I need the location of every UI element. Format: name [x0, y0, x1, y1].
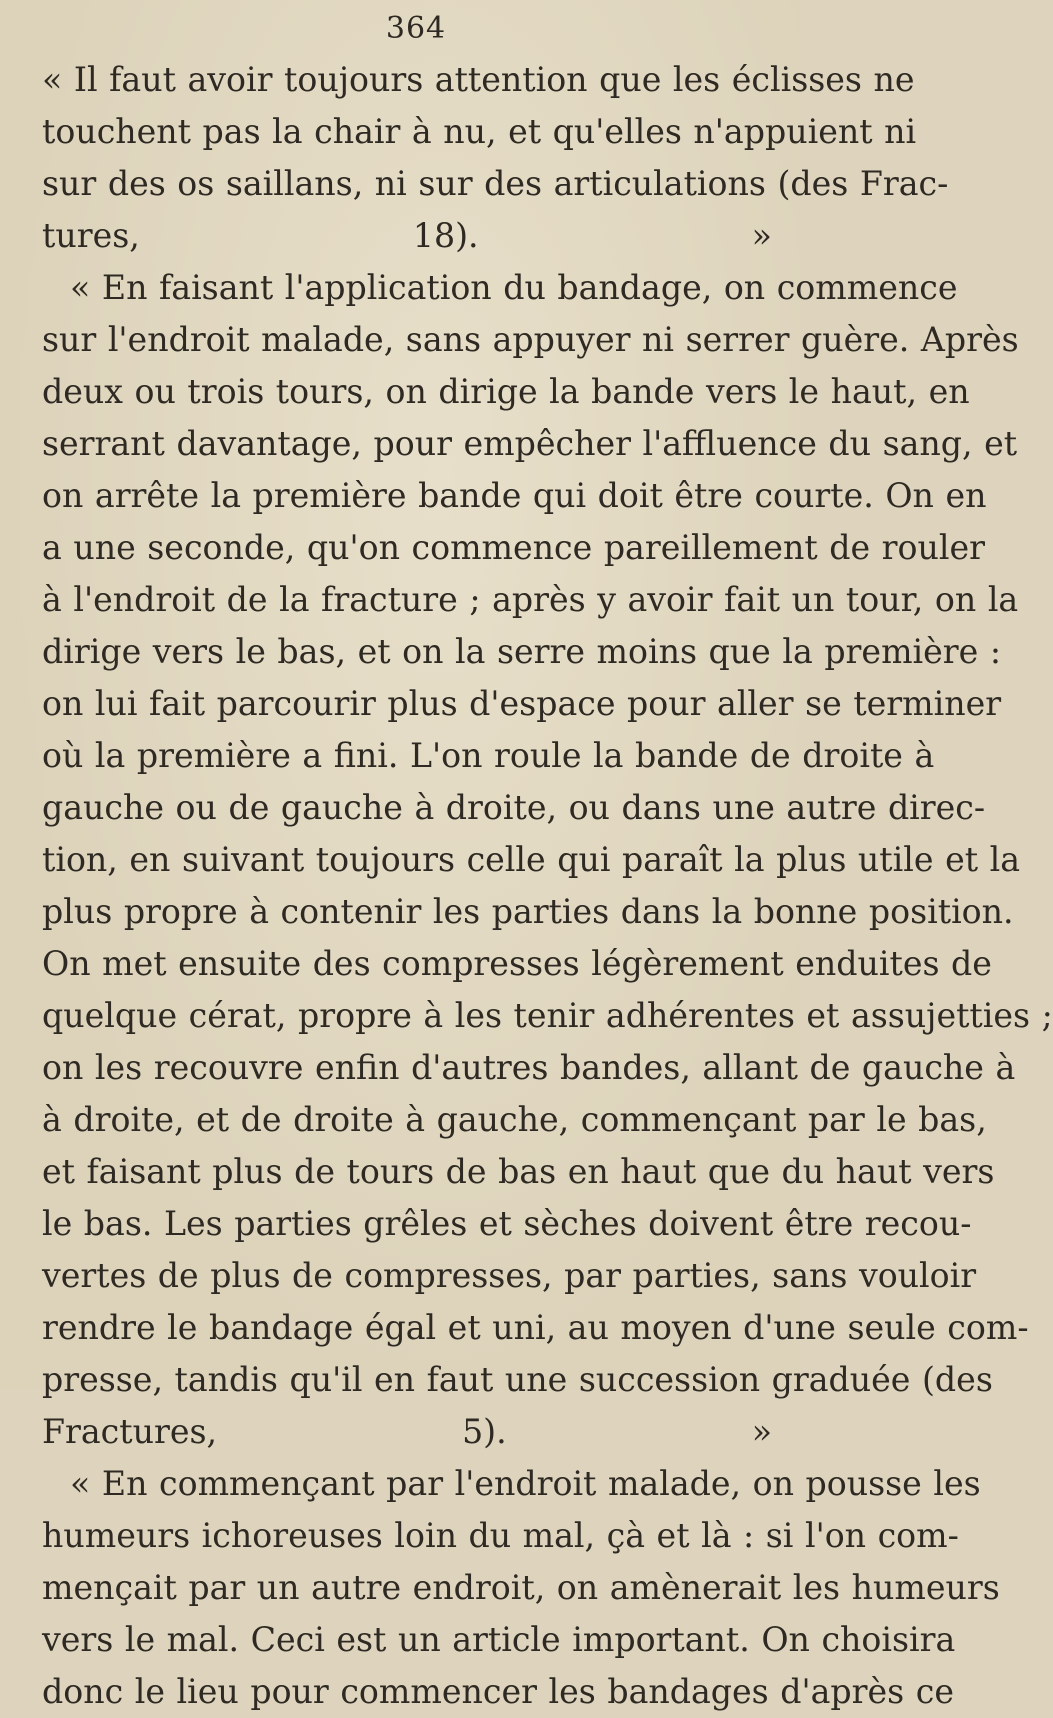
text-line: « Il faut avoir toujours attention que les éclisses ne	[42, 60, 915, 99]
text-line: et faisant plus de tours de bas en haut que du haut vers	[42, 1152, 995, 1191]
paragraph-2	[42, 262, 1053, 1458]
text-line: Fractures, 5). »	[42, 1412, 772, 1451]
text-line: dirige vers le bas, et on la serre moins que la première :	[42, 632, 1002, 671]
text-line: mençait par un autre endroit, on amènerait les humeurs	[42, 1568, 1000, 1607]
text-line: sur des os saillans, ni sur des articulations (des Frac-	[42, 164, 949, 203]
text-line: vers le mal. Ceci est un article important. On choisira	[42, 1620, 956, 1659]
text-line: humeurs ichoreuses loin du mal, çà et là : si l'on com-	[42, 1516, 959, 1555]
text-line: presse, tandis qu'il en faut une succession graduée (des	[42, 1360, 993, 1399]
text-line: deux ou trois tours, on dirige la bande vers le haut, en	[42, 372, 970, 411]
text-line: gauche ou de gauche à droite, ou dans une autre direc-	[42, 788, 986, 827]
text-line: sur l'endroit malade, sans appuyer ni serrer guère. Après	[42, 320, 1019, 359]
text-line: serrant davantage, pour empêcher l'affluence du sang, et	[42, 424, 1018, 463]
paragraph-3	[42, 1458, 1000, 1718]
text-line: touchent pas la chair à nu, et qu'elles n'appuient ni	[42, 112, 917, 151]
text-line: tion, en suivant toujours celle qui paraît la plus utile et la	[42, 840, 1020, 879]
text-line: tures, 18). »	[42, 216, 772, 255]
page-number: 364	[385, 11, 447, 46]
paragraph-1	[42, 54, 949, 262]
text-line: rendre le bandage égal et uni, au moyen d'une seule com-	[42, 1308, 1029, 1347]
text-line: à droite, et de droite à gauche, commençant par le bas,	[42, 1100, 987, 1139]
text-line: « En commençant par l'endroit malade, on pousse les	[70, 1464, 981, 1503]
text-line: où la première a fini. L'on roule la bande de droite à	[42, 736, 935, 775]
text-line: On met ensuite des compresses légèrement enduites de	[42, 944, 992, 983]
text-line: donc le lieu pour commencer les bandages d'après ce	[42, 1672, 954, 1711]
text-line: à l'endroit de la fracture ; après y avoir fait un tour, on la	[42, 580, 1019, 619]
text-line: on les recouvre enfin d'autres bandes, allant de gauche à	[42, 1048, 1016, 1087]
text-line: le bas. Les parties grêles et sèches doivent être recou-	[42, 1204, 972, 1243]
text-line: plus propre à contenir les parties dans la bonne position.	[42, 892, 1014, 931]
text-line: vertes de plus de compresses, par parties, sans vouloir	[42, 1256, 977, 1295]
text-line: on lui fait parcourir plus d'espace pour aller se terminer	[42, 684, 1002, 723]
text-line: a une seconde, qu'on commence pareillement de rouler	[42, 528, 985, 567]
text-line: « En faisant l'application du bandage, on commence	[70, 268, 958, 307]
text-line: quelque cérat, propre à les tenir adhérentes et assujetties ;	[42, 996, 1053, 1035]
text-line: on arrête la première bande qui doit être courte. On en	[42, 476, 987, 515]
